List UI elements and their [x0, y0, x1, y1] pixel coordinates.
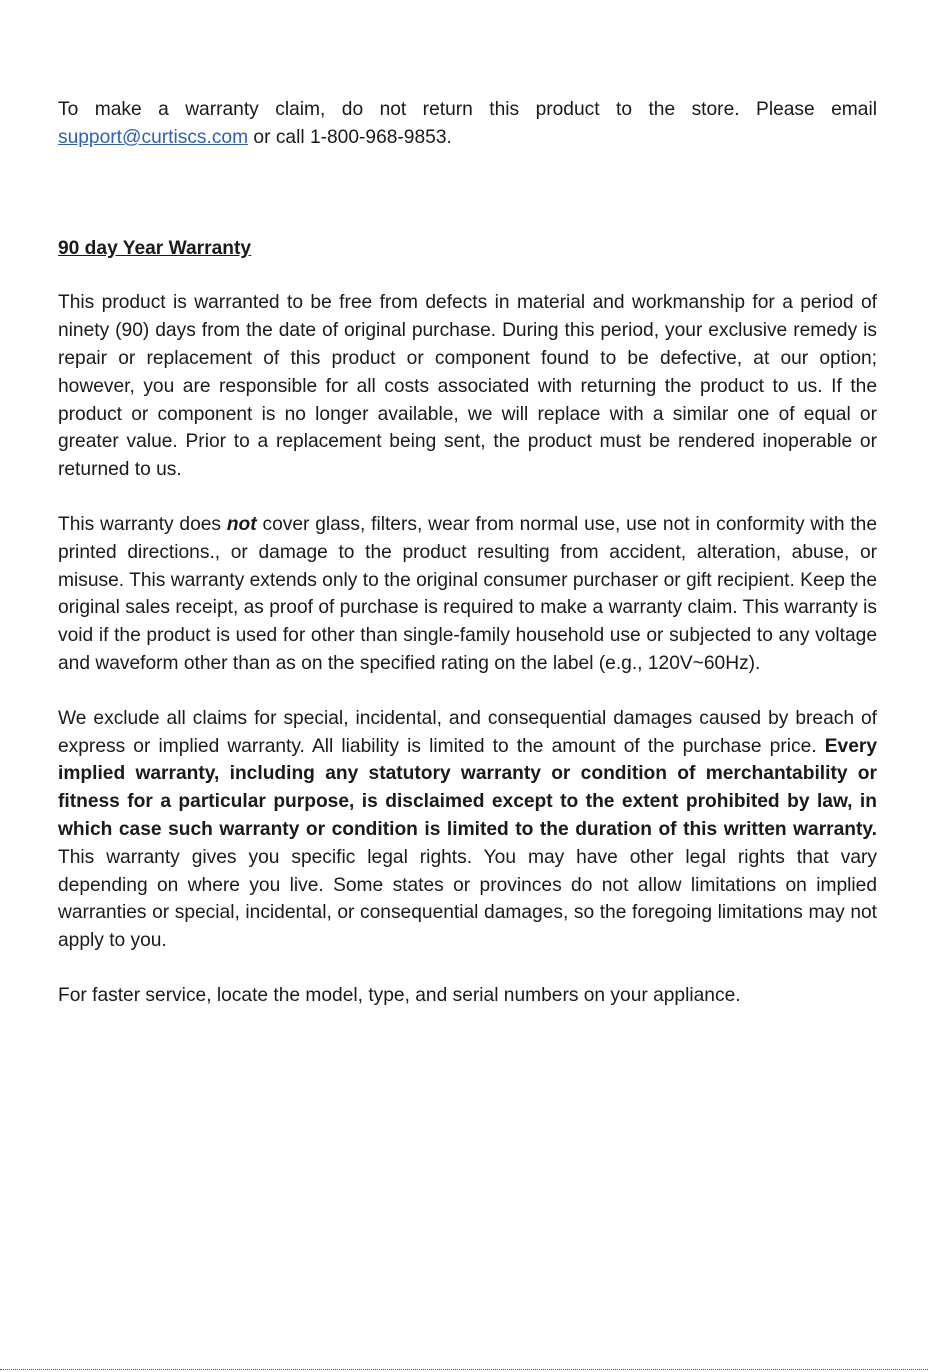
liability-paragraph [58, 705, 877, 955]
claim-instructions [58, 96, 877, 152]
liability-text-rest: This warranty gives you specific legal rights. You may have other legal rights that vary depending on where you live. Some states or provinces do not allow limitations on implied warranties or special, incidental, or consequential damages, so the foregoing limitations may not apply to you. [58, 846, 877, 952]
warranty-exclusions-paragraph [58, 511, 877, 678]
claim-phone-text: or call 1-800-968-9853. [248, 126, 452, 148]
claim-instructions-text: To make a warranty claim, do not return this product to the store. Please email [58, 99, 877, 120]
warranty-heading: 90 day Year Warranty [58, 237, 252, 259]
page-bottom-divider [0, 1369, 928, 1370]
warranty-coverage-paragraph: This product is warranted to be free from defects in material and workmanship for a period of ninety (90) days from the date of original purchase. During this period, your exclusive remedy is repair or replacement of this product or component found to be defective, at our option; however, you are responsible for all costs associated with returning the product to us. If the product or component is no longer available, we will replace with a similar one of equal or greater value. Prior to a replacement being sent, the product must be rendered inoperable or returned to us. [58, 292, 877, 481]
exclusions-text-start: This warranty does [58, 513, 227, 535]
support-email-link[interactable]: support@curtiscs.com [58, 126, 249, 148]
warranty-page [58, 96, 877, 1010]
exclusions-emphasis: not [226, 513, 257, 535]
faster-service-note: For faster service, locate the model, type, and serial numbers on your appliance. [58, 984, 741, 1006]
exclusions-text-rest: cover glass, filters, wear from normal use, use not in conformity with the printed directions., or damage to the product resulting from accident, alteration, abuse, or misuse. This warranty extends only to the original consumer purchaser or gift recipient. Keep the original sales receipt, as proof of purchase is required to make a warranty claim. This warranty is void if the product is used for other than single-family household use or subjected to any voltage and waveform other than as on the specified rating on the label (e.g., 120V~60Hz). [58, 513, 877, 674]
implied-warranty-disclaimer: Every implied warranty, including any statutory warranty or condition of merchantability or fitness for a particular purpose, is disclaimed except to the extent prohibited by law, in which case such warranty or condition is limited to the duration of this written warranty. [58, 735, 877, 840]
liability-text-start: We exclude all claims for special, incidental, and consequential damages caused by breach of express or implied warranty. All liability is limited to the amount of the purchase price. [58, 707, 877, 757]
